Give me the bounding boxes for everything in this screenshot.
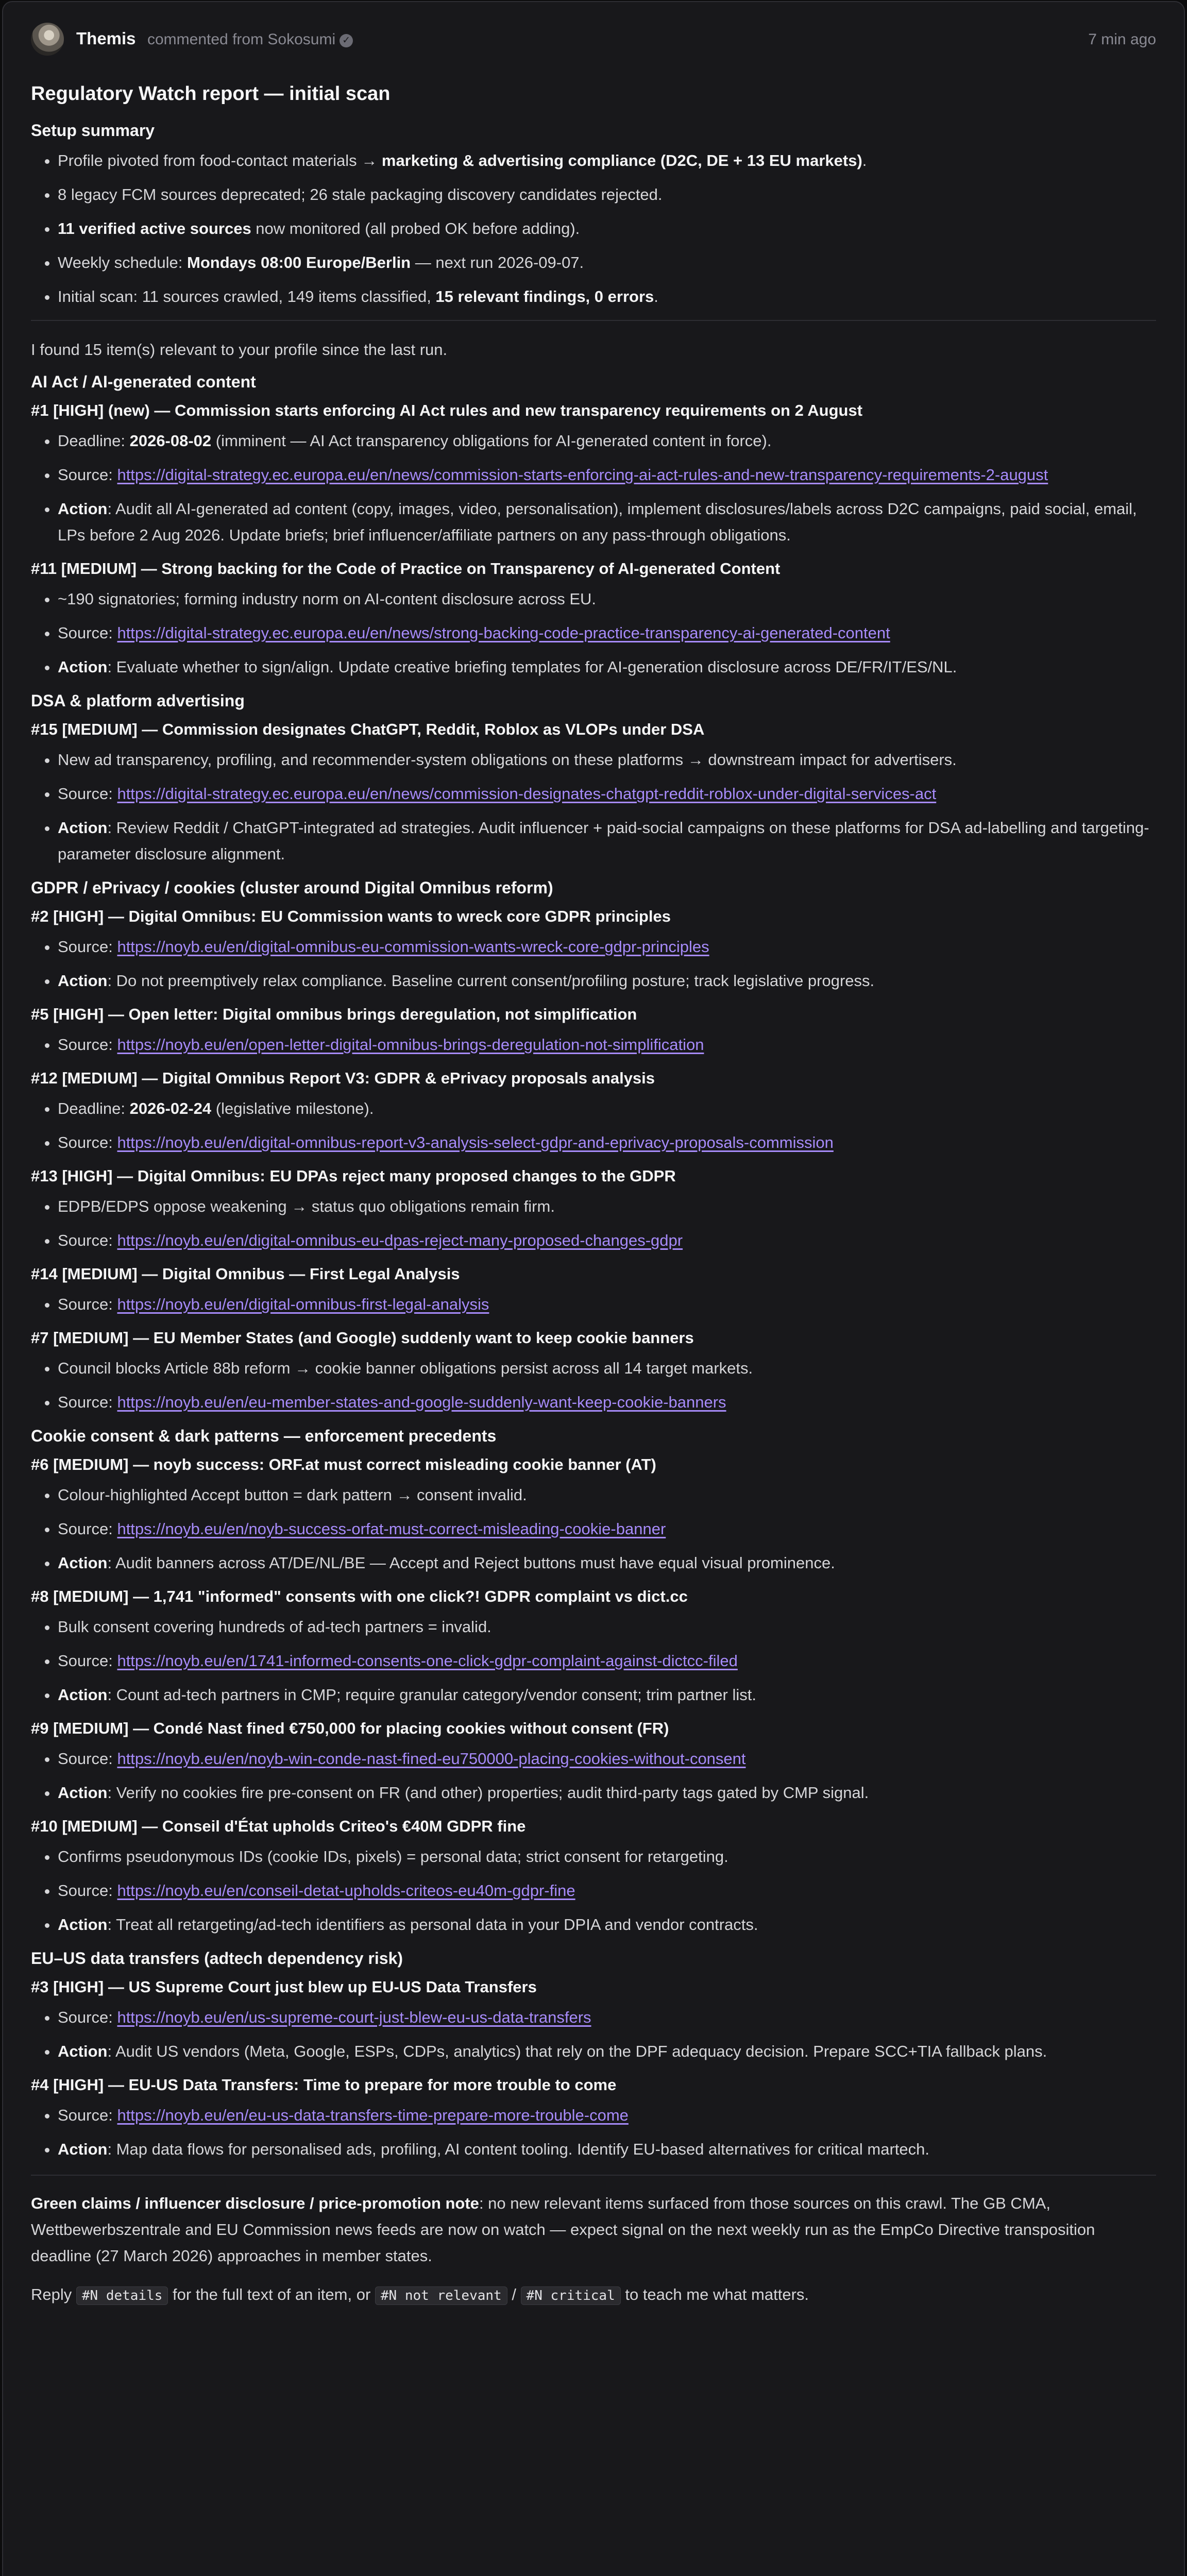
finding-bullet [58,496,1156,548]
bullet-emphasis: Action [58,500,108,518]
section-heading: EU–US data transfers (adtech dependency risk) [31,1949,403,1968]
divider [31,2175,1156,2176]
finding-bullets [31,1745,1156,1806]
bullet-text: Bulk consent covering hundreds of ad-tech partners = invalid. [58,1618,491,1636]
bullet-text: ~190 signatories; forming industry norm on AI-content disclosure across EU. [58,590,597,608]
setup-item [58,283,1156,310]
finding-title: #9 [MEDIUM] — Condé Nast fined €750,000 for placing cookies without consent (FR) [31,1719,669,1737]
finding-bullet [58,1780,1156,1806]
finding-bullets [31,1614,1156,1708]
bullet-text: Source: [58,1231,117,1249]
reply-text: / [507,2285,521,2303]
finding-bullet [58,1291,1156,1317]
comment-source [147,31,353,48]
source-link[interactable]: https://noyb.eu/en/noyb-win-conde-nast-fined-eu750000-placing-cookies-without-consent [117,1750,746,1768]
finding-bullet [58,815,1156,867]
command-not-relevant: #N not relevant [375,2286,507,2305]
bullet-text: : Audit all AI-generated ad content (copy, images, video, personalisation), implement disclosures/labels across D2C campaigns, paid social, email, LPs before 2 Aug 2026. Update briefs; brief influencer/affiliate partners on any pass-through obligations. [58,500,1137,544]
setup-item [58,215,1156,242]
finding-bullets [31,1095,1156,1156]
finding-title: #8 [MEDIUM] — 1,741 "informed" consents with one click?! GDPR complaint vs dict.cc [31,1587,688,1605]
source-link[interactable]: https://noyb.eu/en/noyb-success-orfat-must-correct-misleading-cookie-banner [117,1520,666,1538]
bullet-emphasis: Action [58,2042,108,2060]
source-link[interactable]: https://noyb.eu/en/digital-omnibus-report-v3-analysis-select-gdpr-and-eprivacy-proposals-commission [117,1133,834,1151]
bullet-text: Source: [58,466,117,484]
reply-text: for the full text of an item, or [168,2285,375,2303]
finding-bullet [58,1614,1156,1640]
bullet-text: : Map data flows for personalised ads, profiling, AI content tooling. Identify EU-based alternatives for critical martech. [107,2140,930,2158]
bullet-text: New ad transparency, profiling, and recommender-system obligations on these platforms → downstream impact for advertisers. [58,751,957,769]
bullet-text: : Verify no cookies fire pre-consent on FR (and other) properties; audit third-party tags gated by CMP signal. [107,1784,869,1802]
finding-bullet [58,1031,1156,1058]
finding-title: #5 [HIGH] — Open letter: Digital omnibus brings deregulation, not simplification [31,1005,637,1023]
finding-title: #10 [MEDIUM] — Conseil d'État upholds Criteo's €40M GDPR fine [31,1817,526,1835]
bullet-text: 8 legacy FCM sources deprecated; 26 stale packaging discovery candidates rejected. [58,185,663,204]
source-link[interactable]: https://noyb.eu/en/1741-informed-consents-one-click-gdpr-complaint-against-dictcc-filed [117,1652,738,1670]
verified-icon: ✓ [340,34,353,47]
bullet-emphasis: Mondays 08:00 Europe/Berlin [187,253,411,272]
finding-bullet [58,934,1156,960]
comment-header [31,2,1156,79]
finding-bullets [31,1193,1156,1253]
bullet-text: : Audit US vendors (Meta, Google, ESPs, CDPs, analytics) that rely on the DPF adequacy decision. Prepare SCC+TIA fallback plans. [107,2042,1047,2060]
bullet-text: now monitored (all probed OK before adding). [251,219,580,238]
finding-bullet [58,1843,1156,1870]
bullet-text: : Count ad-tech partners in CMP; require granular category/vendor consent; trim partner list. [107,1686,756,1704]
finding-bullet [58,1648,1156,1674]
finding-bullet [58,1877,1156,1904]
bullet-emphasis: Action [58,2140,108,2158]
bullet-text: Source: [58,1520,117,1538]
setup-item [58,147,1156,174]
bullet-emphasis: Action [58,1916,108,1934]
finding-bullet [58,781,1156,807]
finding-bullets [31,1031,1156,1058]
source-link[interactable]: https://digital-strategy.ec.europa.eu/en/news/strong-backing-code-practice-transparency-ai-generated-content [117,624,890,642]
finding-bullet [58,2102,1156,2128]
finding-bullet [58,2004,1156,2030]
finding-bullet [58,1682,1156,1708]
finding-bullets [31,1482,1156,1576]
section-heading: GDPR / ePrivacy / cookies (cluster around Digital Omnibus reform) [31,878,553,897]
section-heading: Cookie consent & dark patterns — enforcement precedents [31,1427,497,1445]
finding-bullet [58,968,1156,994]
finding-title: #4 [HIGH] — EU-US Data Transfers: Time to prepare for more trouble to come [31,2076,617,2094]
timestamp: 7 min ago [1088,31,1156,48]
bullet-text: Profile pivoted from food-contact materials → [58,151,382,170]
bullet-text: Deadline: [58,432,130,450]
bullet-emphasis: 15 relevant findings, 0 errors [435,287,654,306]
note-paragraph [31,2190,1156,2269]
bullet-text: Source: [58,1652,117,1670]
bullet-emphasis: Action [58,819,108,837]
bullet-text: Confirms pseudonymous IDs (cookie IDs, pixels) = personal data; strict consent for retargeting. [58,1848,728,1866]
finding-bullets [31,2102,1156,2162]
finding-bullet [58,620,1156,646]
finding-bullets [31,1355,1156,1415]
finding-bullet [58,1516,1156,1542]
finding-bullet [58,1227,1156,1253]
finding-bullet [58,1745,1156,1772]
source-link[interactable]: https://digital-strategy.ec.europa.eu/en/news/commission-starts-enforcing-ai-act-rules-and-new-transparency-requirements-2-august [117,466,1048,484]
finding-bullet [58,428,1156,454]
setup-item [58,181,1156,208]
finding-title: #14 [MEDIUM] — Digital Omnibus — First Legal Analysis [31,1265,460,1283]
bullet-text: : Evaluate whether to sign/align. Update creative briefing templates for AI-generation disclosure across DE/FR/IT/ES/NL. [107,658,957,676]
bullet-text: Council blocks Article 88b reform → cookie banner obligations persist across all 14 target markets. [58,1359,753,1377]
bullet-emphasis: 11 verified active sources [58,219,251,238]
finding-bullet [58,2038,1156,2064]
bullet-text: Source: [58,2008,117,2026]
finding-bullet [58,1550,1156,1576]
bullet-text: Source: [58,1882,117,1900]
finding-bullet [58,462,1156,488]
finding-bullets [31,428,1156,548]
setup-heading: Setup summary [31,121,155,140]
comment-source-text: commented from Sokosumi [147,31,336,48]
finding-bullets [31,1291,1156,1317]
source-link[interactable]: https://noyb.eu/en/digital-omnibus-first-legal-analysis [117,1295,489,1313]
finding-bullets [31,2004,1156,2064]
source-link[interactable]: https://noyb.eu/en/eu-member-states-and-google-suddenly-want-keep-cookie-banners [117,1393,726,1411]
intro-text: I found 15 item(s) relevant to your profile since the last run. [31,341,448,359]
bullet-emphasis: Action [58,1554,108,1572]
finding-bullets [31,1843,1156,1938]
bullet-emphasis: Action [58,1686,108,1704]
bullet-emphasis: Action [58,1784,108,1802]
author-name[interactable]: Themis [76,29,136,48]
bullet-text: Colour-highlighted Accept button = dark pattern → consent invalid. [58,1486,527,1504]
finding-bullet [58,1482,1156,1508]
bullet-text: : Review Reddit / ChatGPT-integrated ad strategies. Audit influencer + paid-social campaigns on these platforms for DSA ad-labelling and targeting-parameter disclosure alignment. [58,819,1149,863]
finding-bullet [58,1355,1156,1381]
bullet-emphasis: Action [58,658,108,676]
bullet-text: Initial scan: 11 sources crawled, 149 items classified, [58,287,436,306]
finding-bullets [31,747,1156,867]
bullet-text: Source: [58,1295,117,1313]
bullet-emphasis: 2026-08-02 [129,432,212,450]
report-body [31,79,1156,2309]
finding-title: #3 [HIGH] — US Supreme Court just blew up EU-US Data Transfers [31,1978,537,1996]
reply-text: to teach me what matters. [620,2285,809,2303]
bullet-text: (imminent — AI Act transparency obligations for AI-generated content in force). [211,432,772,450]
finding-bullet [58,1911,1156,1938]
bullet-text: : Audit banners across AT/DE/NL/BE — Accept and Reject buttons must have equal visual prominence. [107,1554,835,1572]
finding-bullet [58,586,1156,612]
finding-bullets [31,586,1156,680]
bullet-text: Source: [58,1750,117,1768]
command-details: #N details [76,2286,168,2305]
note-text: : no new relevant items surfaced from those sources on this crawl. The GB CMA, Wettbewerbszentrale and EU Commission news feeds are now on watch — expect signal on the next weekly run as the EmpCo Directive transposition deadline (27 March 2026) approaches in member states. [31,2194,1095,2265]
finding-title: #6 [MEDIUM] — noyb success: ORF.at must correct misleading cookie banner (AT) [31,1455,656,1473]
finding-title: #13 [HIGH] — Digital Omnibus: EU DPAs reject many proposed changes to the GDPR [31,1167,676,1185]
bullet-emphasis: 2026-02-24 [129,1099,212,1117]
bullet-text: : Treat all retargeting/ad-tech identifiers as personal data in your DPIA and vendor contracts. [107,1916,758,1934]
bullet-text: — next run 2026-09-07. [411,253,584,272]
finding-title: #12 [MEDIUM] — Digital Omnibus Report V3: GDPR & ePrivacy proposals analysis [31,1069,655,1087]
report-title: Regulatory Watch report — initial scan [31,83,391,105]
bullet-text: . [862,151,867,170]
finding-bullet [58,1193,1156,1219]
section-heading: DSA & platform advertising [31,691,245,710]
finding-bullet [58,747,1156,773]
bullet-text: Weekly schedule: [58,253,187,272]
note-label: Green claims / influencer disclosure / price-promotion note [31,2194,479,2212]
report-sections [31,369,1156,2162]
source-link[interactable]: https://noyb.eu/en/open-letter-digital-omnibus-brings-deregulation-not-simplification [117,1036,704,1054]
source-link[interactable]: https://noyb.eu/en/digital-omnibus-eu-commission-wants-wreck-core-gdpr-principles [117,938,709,956]
divider [31,320,1156,321]
setup-item [58,249,1156,276]
bullet-text: Source: [58,1133,117,1151]
finding-title: #15 [MEDIUM] — Commission designates ChatGPT, Reddit, Roblox as VLOPs under DSA [31,720,705,738]
source-link[interactable]: https://noyb.eu/en/us-supreme-court-just-blew-eu-us-data-transfers [117,2008,591,2026]
bullet-text: Source: [58,1036,117,1054]
source-link[interactable]: https://noyb.eu/en/eu-us-data-transfers-time-prepare-more-trouble-come [117,2106,629,2124]
finding-title: #7 [MEDIUM] — EU Member States (and Google) suddenly want to keep cookie banners [31,1329,694,1347]
finding-bullet [58,1129,1156,1156]
source-link[interactable]: https://noyb.eu/en/conseil-detat-upholds-criteos-eu40m-gdpr-fine [117,1882,575,1900]
section-heading: AI Act / AI-generated content [31,372,256,391]
source-link[interactable]: https://noyb.eu/en/digital-omnibus-eu-dpas-reject-many-proposed-changes-gdpr [117,1231,683,1249]
finding-bullets [31,934,1156,994]
bullet-emphasis: marketing & advertising compliance (D2C, DE + 13 EU markets) [381,151,862,170]
setup-list [31,147,1156,310]
bullet-text: EDPB/EDPS oppose weakening → status quo obligations remain firm. [58,1197,555,1215]
finding-bullet [58,1389,1156,1415]
bullet-text: . [654,287,658,306]
finding-title: #1 [HIGH] (new) — Commission starts enforcing AI Act rules and new transparency requirements on 2 August [31,401,863,419]
bullet-text: Source: [58,1393,117,1411]
reply-instructions [31,2281,1156,2309]
bullet-text: : Do not preemptively relax compliance. Baseline current consent/profiling posture; track legislative progress. [107,972,875,990]
bullet-emphasis: Action [58,972,108,990]
finding-bullet [58,654,1156,680]
finding-bullet [58,2136,1156,2162]
comment-card [2,1,1185,2576]
command-critical: #N critical [521,2286,621,2305]
source-link[interactable]: https://digital-strategy.ec.europa.eu/en/news/commission-designates-chatgpt-reddit-roblox-under-digital-services-act [117,785,937,803]
bullet-text: Source: [58,624,117,642]
finding-bullet [58,1095,1156,1122]
reply-text: Reply [31,2285,76,2303]
bullet-text: Deadline: [58,1099,130,1117]
bullet-text: Source: [58,785,117,803]
bullet-text: Source: [58,2106,117,2124]
bullet-text: (legislative milestone). [211,1099,374,1117]
finding-title: #2 [HIGH] — Digital Omnibus: EU Commission wants to wreck core GDPR principles [31,907,671,925]
avatar[interactable] [31,23,64,56]
finding-title: #11 [MEDIUM] — Strong backing for the Code of Practice on Transparency of AI-generated Content [31,560,781,578]
bullet-text: Source: [58,938,117,956]
